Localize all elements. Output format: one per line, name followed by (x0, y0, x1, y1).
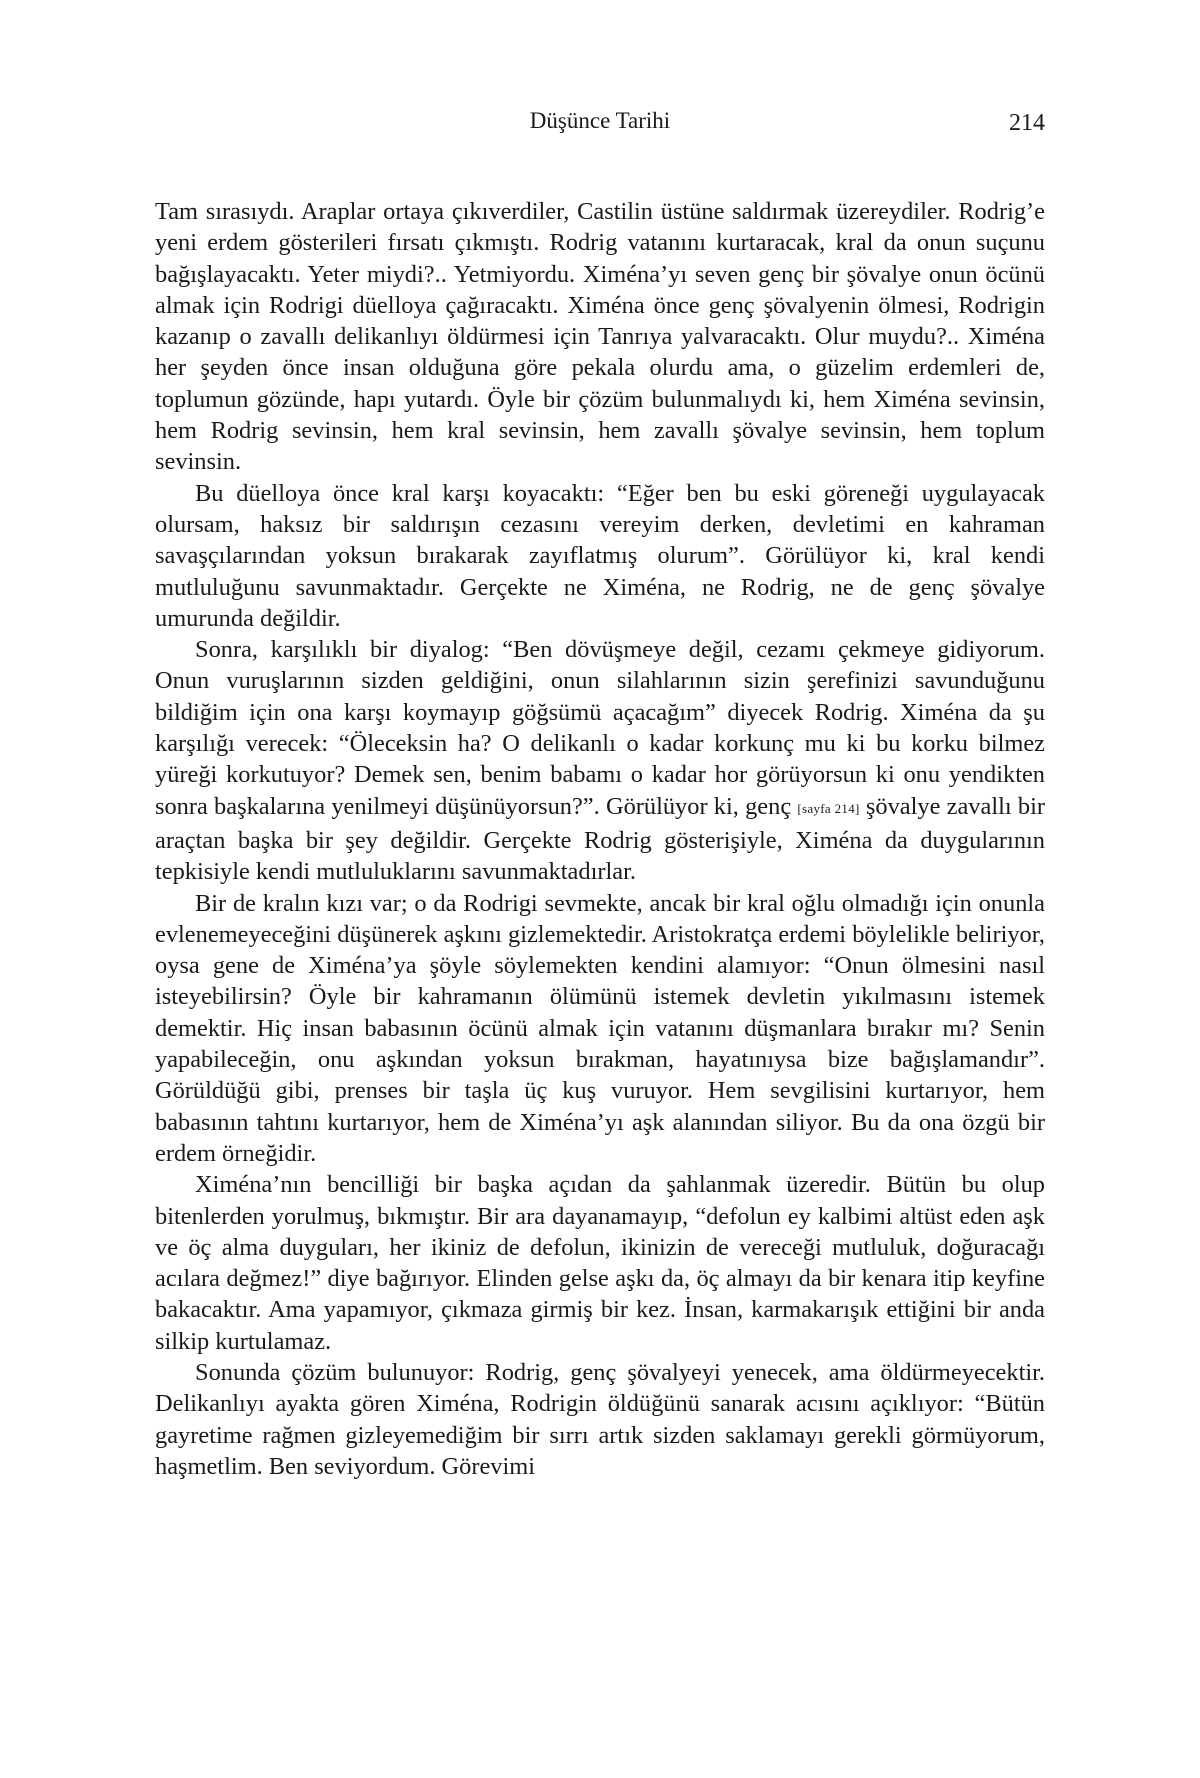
page-header (155, 108, 1045, 144)
body-text (155, 196, 1045, 1482)
paragraph: Tam sırasıydı. Araplar ortaya çıkıverdiler, Castilin üstüne saldırmak üzereydiler. Rodrig’e yeni erdem gösterileri fırsatı çıkmıştı. Rodrig vatanını kurtaracak, kral da onun suçunu bağışlayacaktı. Yeter miydi?.. Yetmiyordu. Xiména’yı seven genç bir şövalye onun öcünü almak için Rodrigi düelloya çağıracaktı. Xiména önce genç şövalyenin ölmesi, Rodrigin kazanıp o zavallı delikanlıyı öldürmesi için Tanrıya yalvaracaktı. Olur muydu?.. Xiména her şeyden önce insan olduğuna göre pekala olurdu ama, o güzelim erdemleri de, toplumun gözünde, hapı yutardı. Öyle bir çözüm bulunmalıydı ki, hem Xiména sevinsin, hem Rodrig sevinsin, hem kral sevinsin, hem zavallı şövalye sevinsin, hem toplum sevinsin. (155, 198, 1045, 476)
paragraph: Xiména’nın bencilliği bir başka açıdan da şahlanmak üzeredir. Bütün bu olup bitenlerden yorulmuş, bıkmıştır. Bir ara dayanamayıp, “defolun ey kalbimi altüst eden aşk ve öç alma duyguları, her ikiniz de defolun, ikinizin de vereceği mutluluk, doğuracağı acılara değmez!” diye bağırıyor. Elinden gelse aşkı da, öç almayı da bir kenara itip keyfine bakacaktır. Ama yapamıyor, çıkmaza girmiş bir kez. İnsan, karmakarışık ettiğini bir anda silkip kurtulamaz. (155, 1171, 1045, 1355)
paragraph: Bu düelloya önce kral karşı koyacaktı: “Eğer ben bu eski göreneği uygulayacak olursam, haksız bir saldırışın cezasını vereyim derken, devletimi en kahraman savaşçılarından yoksun bırakarak zayıflatmış olurum”. Görülüyor ki, kral kendi mutluluğunu savunmaktadır. Gerçekte ne Xiména, ne Rodrig, ne de genç şövalye umurunda değildir. (155, 479, 1045, 632)
paragraph: Bir de kralın kızı var; o da Rodrigi sevmekte, ancak bir kral oğlu olmadığı için onunla evlenemeyeceğini düşünerek aşkını gizlemektedir. Aristokratça erdemi böylelikle beliriyor, oysa gene de Xiména’ya şöyle söylemekten kendini alamıyor: “Onun ölmesini nasıl isteyebilirsin? Öyle bir kahramanın ölümünü istemek devletin yıkılmasını istemek demektir. Hiç insan babasının öcünü almak için vatanını düşmanlara bırakır mı? Senin yapabileceğin, onu aşkından yoksun bırakman, hayatınıysa bize bağışlamandır”. Görüldüğü gibi, prenses bir taşla üç kuş vuruyor. Hem sevgilisini kurtarıyor, hem babasının tahtını kurtarıyor, hem de Xiména’yı aşk alanından siliyor. Bu da ona özgü bir erdem örneğidir. (155, 889, 1045, 1167)
paragraph-text: Sonra, karşılıklı bir diyalog: “Ben dövüşmeye değil, cezamı çekmeye gidiyorum. Onun vuruşlarının sizden geldiğini, onun silahlarının sizin şerefinizi savunduğunu bildiğim için ona karşı koymayıp göğsümü açacağım” diyecek Rodrig. Xiména da şu karşılığı verecek: “Öleceksin ha? O delikanlı o kadar korkunç mu ki bu korku bilmez yüreği korkutuyor? Demek sen, benim babamı o kadar hor görüyorsun ki onu yendikten sonra başkalarına yenilmeyi düşünüyorsun?”. Görülüyor ki, genç (155, 636, 1045, 820)
running-title: Düşünce Tarihi (529, 108, 671, 133)
page-number: 214 (1009, 110, 1045, 136)
paragraph (155, 634, 1045, 887)
paragraph-text: şövalye zavallı bir araçtan başka bir şey değildir. Gerçekte Rodrig gösterişiyle, Xiména da duygularının tepkisiyle kendi mutluluklarını savunmaktadırlar. (155, 792, 1045, 886)
page-marker: [sayfa 214] (797, 800, 860, 816)
paragraph: Sonunda çözüm bulunuyor: Rodrig, genç şövalyeyi yenecek, ama öldürmeyecektir. Delikanlıyı ayakta gören Xiména, Rodrigin öldüğünü sanarak acısını açıklıyor: “Bütün gayretime rağmen gizleyemediğim bir sırrı artık sizden saklamayı gerekli görmüyorum, haşmetlim. Ben seviyordum. Görevimi (155, 1358, 1045, 1480)
